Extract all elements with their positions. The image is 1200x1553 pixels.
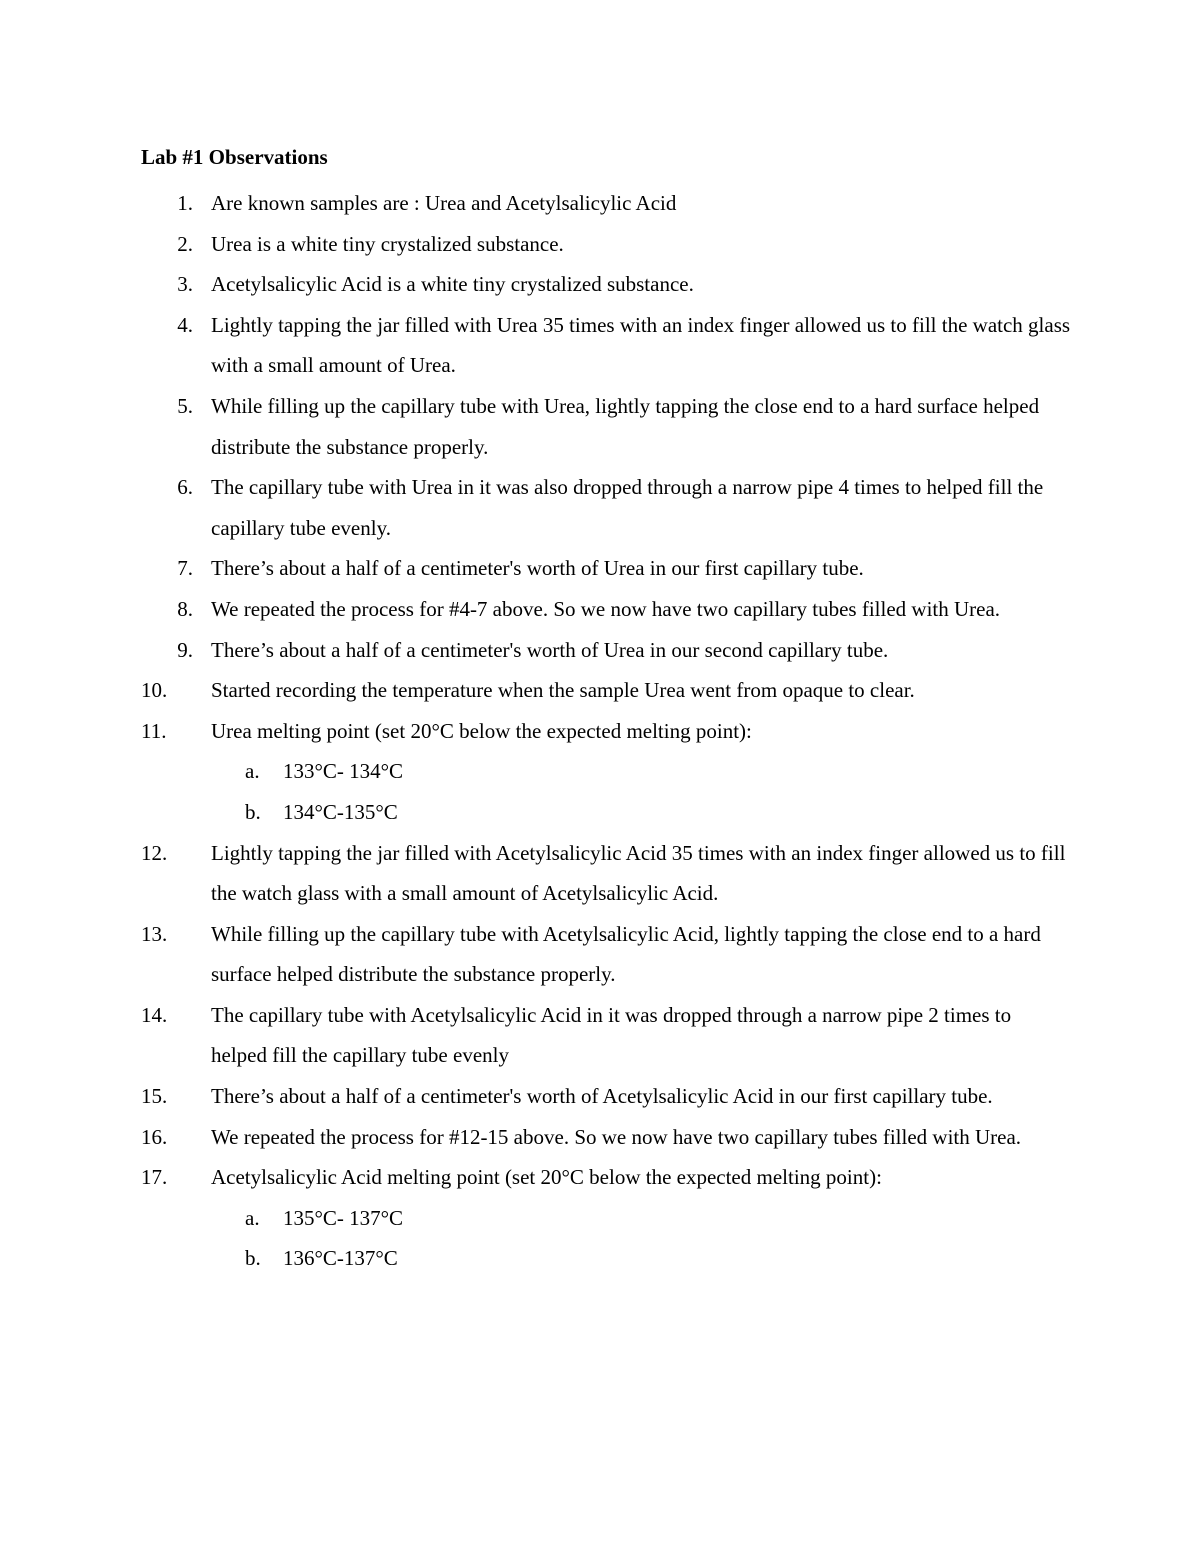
sub-item-letter: b.: [245, 799, 261, 824]
item-text: Lightly tapping the jar filled with Acetylsalicylic Acid 35 times with an index finger allowed us to fill the watch glass with a small amount of Acetylsalicylic Acid.: [211, 840, 1066, 906]
item-text: There’s about a half of a centimeter's worth of Acetylsalicylic Acid in our first capillary tube.: [211, 1084, 993, 1109]
item-number: 6.: [177, 475, 193, 500]
list-item: [141, 589, 1071, 630]
list-item: [141, 995, 1071, 1076]
sub-item-text: 134°C-135°C: [283, 799, 398, 824]
item-number: 7.: [177, 556, 193, 581]
item-number: 15.: [141, 1084, 168, 1109]
sub-item-text: 135°C- 137°C: [283, 1205, 404, 1230]
item-number: 8.: [177, 596, 193, 621]
item-text: There’s about a half of a centimeter's worth of Urea in our first capillary tube.: [211, 556, 864, 581]
item-number: 14.: [141, 1002, 168, 1027]
list-item: [141, 914, 1071, 995]
sub-item-letter: b.: [245, 1246, 261, 1271]
list-item: [141, 1157, 1071, 1198]
list-item: [141, 833, 1071, 914]
item-number: 13.: [141, 921, 168, 946]
item-number: 5.: [177, 393, 193, 418]
list-item: [141, 711, 1071, 752]
list-item: [141, 670, 1071, 711]
item-text: While filling up the capillary tube with Acetylsalicylic Acid, lightly tapping the close end to a hard surface helped distribute the substance properly.: [211, 921, 1041, 987]
list-item: [141, 386, 1071, 467]
sub-item-text: 136°C-137°C: [283, 1246, 398, 1271]
item-text: We repeated the process for #12-15 above. So we now have two capillary tubes filled with Urea.: [211, 1124, 1022, 1149]
item-number: 9.: [177, 637, 193, 662]
item-text: While filling up the capillary tube with Urea, lightly tapping the close end to a hard surface helped distribute the substance properly.: [211, 393, 1040, 459]
list-item: [141, 264, 1071, 305]
item-text: Urea is a white tiny crystalized substance.: [211, 231, 564, 256]
observations-list: [141, 183, 1071, 1279]
list-item: [141, 305, 1071, 386]
list-item: [141, 630, 1071, 671]
item-text: The capillary tube with Acetylsalicylic Acid in it was dropped through a narrow pipe 2 times to helped fill the capillary tube evenly: [211, 1002, 1012, 1068]
item-number: 10.: [141, 678, 168, 703]
sub-list-item: [141, 1238, 1071, 1279]
sub-item-letter: a.: [245, 1205, 260, 1230]
item-number: 3.: [177, 272, 193, 297]
list-item: [141, 224, 1071, 265]
item-text: Lightly tapping the jar filled with Urea 35 times with an index finger allowed us to fill the watch glass with a small amount of Urea.: [211, 312, 1071, 378]
list-item: [141, 548, 1071, 589]
sub-list-item: [141, 792, 1071, 833]
list-item: [141, 183, 1071, 224]
sub-list-item: [141, 1198, 1071, 1239]
item-number: 4.: [177, 312, 193, 337]
list-item: [141, 1076, 1071, 1117]
item-text: Urea melting point (set 20°C below the expected melting point):: [211, 718, 752, 743]
item-text: There’s about a half of a centimeter's worth of Urea in our second capillary tube.: [211, 637, 889, 662]
item-number: 12.: [141, 840, 168, 865]
item-text: The capillary tube with Urea in it was also dropped through a narrow pipe 4 times to helped fill the capillary tube evenly.: [211, 475, 1044, 540]
item-text: Are known samples are : Urea and Acetylsalicylic Acid: [211, 191, 677, 215]
item-text: Acetylsalicylic Acid melting point (set 20°C below the expected melting point):: [211, 1165, 882, 1190]
item-number: 11.: [141, 718, 167, 743]
item-number: 16.: [141, 1124, 168, 1149]
list-item: [141, 467, 1071, 548]
item-number: 1.: [177, 191, 193, 215]
document-title: Lab #1 Observations: [141, 145, 328, 169]
item-text: Started recording the temperature when the sample Urea went from opaque to clear.: [211, 678, 915, 703]
sub-list-item: [141, 751, 1071, 792]
item-text: Acetylsalicylic Acid is a white tiny crystalized substance.: [211, 272, 694, 297]
sub-item-letter: a.: [245, 759, 260, 784]
list-item: [141, 1117, 1071, 1158]
sub-item-text: 133°C- 134°C: [283, 759, 404, 784]
item-text: We repeated the process for #4-7 above. So we now have two capillary tubes filled with Urea.: [211, 596, 1001, 621]
item-number: 17.: [141, 1165, 168, 1190]
item-number: 2.: [177, 231, 193, 256]
